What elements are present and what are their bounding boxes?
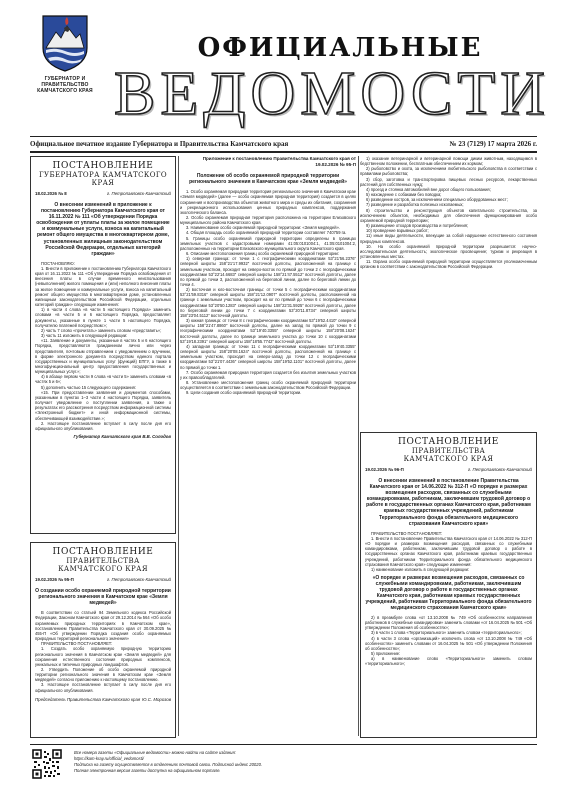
body-paragraph: 1) в части 4 слова «в части 5 настоящего Порядка» заменить словами «в части 5 и 6 настоящего Порядка, предоставляет документы, указанные в пункте 1 части 5 настоящего Порядка, получателю платежей посредством:»; (35, 307, 171, 328)
body-paragraph: 8) строительство и реконструкция объектов капитального строительства, за исключением объектов, необходимых для обеспечения функционирования особо охраняемой природной территории; (360, 207, 537, 223)
regulation-title: Положение об особо охраняемой природной территории регионального значения в Камчатском крае «Земля медведей» (189, 173, 347, 186)
body-paragraph: ПРАВИТЕЛЬСТВО ПОСТАНОВЛЯЕТ: (41, 641, 113, 647)
body-paragraph: 6. Описание местоположения границ особо охраняемой природной территории: (186, 251, 339, 257)
body-paragraph: 3) в части 1 слова «Территориального» заменить словом «территориального»; (371, 630, 522, 636)
decree-city: г. Петропавловск-Камчатский (467, 467, 532, 472)
body-paragraph: 6) разведение костров, за исключением специально оборудованных мест; (366, 197, 508, 203)
body-paragraph: 4. Общая площадь особо охраняемой природной территории составляет 740759 га. (186, 230, 347, 236)
body-paragraph: 10) проведение взрывных работ; (366, 228, 429, 234)
column-divider (178, 156, 179, 736)
body-paragraph: 3) южная граница: от точки 8 с географическими координатами 53°19′52.4410″ северной широты 158°21′47.8860″ восточной долготы, далее на запад по прямой до точки 9 с географическими координатами 53°19′40.3355″ северной широты 158°20′08.1624″ восточной долготы, далее по границе земельного участка до точки 10 с координатами 53°19′18.2391″ северной широты 158°18′55.7742″ восточной долготы. (180, 318, 356, 344)
decree-date-row (365, 467, 532, 473)
decree-body (35, 261, 171, 431)
body-paragraph: 3. Наименование особо охраняемой природной территории: «Земля медведей». (186, 225, 340, 231)
body-paragraph: 7) разведение и разработка полезных ископаемых; (366, 202, 464, 208)
newspaper-title-big: ВЕДОМОСТИ (114, 60, 550, 128)
page-footer (30, 744, 537, 784)
decree-date: 18.02.2026 № 8 (35, 191, 67, 196)
body-paragraph: «15. При предоставлении заявления и документов способами, указанными в пунктах 1–3 части 4 настоящего Порядка, заявитель получает уведомление о поступлении заявления, а также о результатах его рассмотрения посредством информационной системы «Электронный бюджет» и иной информационной системы, обеспечивающей взаимодействие.»; (35, 389, 171, 421)
decree-city: г. Петропавловск-Камчатский (106, 577, 171, 582)
body-paragraph: 2) часть 7 слово «прочитать» заменить словом «представить»; (41, 327, 162, 333)
decree-title: О создании особо охраняемой природной территории регионального значения в Камчатском крае «Земля медведей» (35, 588, 171, 607)
decree-date: 19.02.2026 № 96-П (365, 467, 404, 472)
body-paragraph: 3) сбор, заготовка и транспортировка пищевых лесных ресурсов, лекарственных растений для собственных нужд; (360, 176, 537, 187)
body-paragraph: 4) западная граница: от точки 11 с географическими координатами 53°19′40.3355″ северной широты 158°20′08.1624″ восточной долготы, расположенной на границе с земельным участком, проходит на северо-запад до точки 12 с географическими координатами 53°21′07.4436″ северной широты 158°19′52.1101″ восточной долготы, далее по прямой до точки 1. (180, 343, 356, 370)
decree-issuer: ПРАВИТЕЛЬСТВА КАМЧАТСКОГО КРАЯ (403, 447, 494, 463)
footer-rule (30, 744, 537, 745)
middle-column (180, 156, 356, 738)
footer-note: Все номера газеты «Официальные ведомости» можно найти на сайте издания: https://kam-kray.ru/official_vedomosti/ Подписка на газету осуществляется в отделениях почтовой связи. Подписной индекс 20020. Полная электронная версия газеты доступна на официальном портале. (74, 750, 263, 773)
decree-government-box-96 (360, 432, 537, 738)
publication-subtitle: Официальное печатное издание Губернатора и Правительства Камчатского края (30, 140, 289, 148)
body-paragraph: 5) нахождение с собаками без поводка; (366, 192, 442, 198)
crest-caption: ГУБЕРНАТОР И ПРАВИТЕЛЬСТВО КАМЧАТСКОГО КРАЯ (37, 76, 93, 94)
body-paragraph: 3) часть 11 изложить в следующей редакции: (41, 333, 128, 339)
quoted-new-title: «О порядке и размерах возмещения расходов, связанных со служебными командировками, работникам, заключившим трудовой договор о работе в государственных органах Камчатского края, работникам краевых государственных учреждений, работникам Территориального фонда обязательного медицинского страхования Камчатского края» (365, 575, 532, 611)
body-paragraph: 2) в преамбуле слова «от 13.10.2008 № 749 «Об особенностях направления работников в служебные командировки» заменить словами «от 16.04.2025 № 501 «Об утверждении Положения об особенностях»; (365, 615, 532, 631)
body-paragraph: 4) проезд и стоянка автомобилей вне дорог общего пользования; (366, 186, 491, 192)
body-paragraph: 11. Охрана особо охраняемой природной территории осуществляется уполномоченным органом в соответствии с законодательством Российской Федерации. (360, 259, 537, 270)
decree-signature: Губернатор Камчатского края В.В. Солодов (73, 434, 171, 439)
body-paragraph: 1) северная граница: от точки 1 с географическими координатами 53°21′56.2376″ северной широты 158°21′17.9932″ восточной долготы, расположенной на границе с земельным участком, проходит на северо-восток по прямой до точки 2 с географическими координатами 53°22′14.6683″ северной широты 158°21′47.5512″ восточной долготы, далее по прямой до точки 3, расположенной на береговой линии, далее по береговой линии до точки 4. (180, 256, 356, 287)
masthead (0, 0, 567, 162)
body-paragraph: «11. Заявление и документы, указанные в частях 5 и 6 настоящего Порядка, представляются гражданином лично или через представителя, почтовым отправлением с уведомлением о вручении, в форме электронного документа посредством единого портала государственных и муниципальных услуг (функций) ЕПГУ, а также в многофункциональный центр предоставления государственных и муниципальных услуг.»; (35, 338, 171, 375)
newspaper-title-small: ОФИЦИАЛЬНЫЕ (197, 33, 483, 63)
qr-code-icon[interactable] (32, 749, 62, 779)
header-rule-bottom (30, 151, 537, 153)
body-paragraph: 8. Установление местоположения границ особо охраняемой природной территории осуществляется в соответствии с земельным законодательством Российской Федерации. (180, 379, 356, 391)
body-paragraph: 3. Настоящее постановление вступает в силу после дня его официального опубликования. (35, 682, 171, 693)
kamchatka-crest-icon (40, 14, 90, 72)
body-paragraph: 5) приложение: (371, 651, 401, 657)
decree-heading: ПОСТАНОВЛЕНИЕ (52, 161, 154, 171)
left-column (30, 156, 176, 738)
regulation-body (180, 189, 356, 395)
body-paragraph: ПОСТАНОВЛЯЮ: (41, 260, 75, 266)
regulation-continuation (360, 156, 537, 428)
body-paragraph: 11) иные виды деятельности, влекущие за собой нарушение естественного состояния природных комплексов. (360, 233, 537, 244)
body-paragraph: 1) наименование изложить в следующей редакции: (371, 566, 469, 572)
decree-issuer: ГУБЕРНАТОРА КАМЧАТСКОГО КРАЯ (38, 171, 168, 187)
body-paragraph: 2. Утвердить Положение об особо охраняемой природной территории регионального значения в Камчатском крае «Земля медведей» согласно приложению к настоящему постановлению. (35, 667, 171, 683)
body-paragraph: 1. Внести в постановление Правительства Камчатского края от 14.06.2022 № 312-П «О порядке и размерах возмещения расходов, связанных со служебными командировками, работникам, заключившим трудовой договор о работе в государственных органах Камчатского края, работникам краевых государственных учреждений, работникам Территориального фонда обязательного медицинского страхования Камчатского края» следующие изменения: (365, 535, 532, 567)
body-paragraph: 4) в абзаце первом части 9 слова «в части 5» заменить словами «в частях 5 и 6»; (35, 374, 171, 385)
body-paragraph: 1) оказание ветеринарной и ветеринарной помощи диким животным, находящимся в бедственном положении, бесплатным обеспечением их кормом; (360, 156, 537, 167)
body-paragraph: а) в наименование слово «Территориального» заменить словом «территориального»; (365, 656, 532, 667)
body-paragraph: 4) в части 3 слова «организаций» исключить слова «от 13.10.2008 № 749 «Об особенностях» заменить словами от 16.04.2025 № 501 «Об утверждении Положения об особенностях»; (365, 635, 532, 651)
decree-heading: ПОСТАНОВЛЕНИЕ (398, 437, 499, 447)
decree-date: 19.02.2026 № 95-П (35, 577, 74, 582)
column-divider (358, 156, 359, 736)
decree-body (365, 531, 532, 572)
body-paragraph: 5) дополнить частью 15 следующего содержания: (41, 384, 136, 390)
decree-body (35, 610, 171, 693)
body-paragraph: 9. Цели создания особо охраняемой природной территории. (186, 390, 302, 396)
decree-signature-row (35, 697, 171, 703)
body-paragraph: 2) восточная и юго-восточная границы: от точки 5 с географическими координатами 53°21′59.8316″ северной широты 158°21′12.0907″ восточной долготы, расположенной на границе с земельным участком, проходит на юг по прямой до точки 6 с географическими координатами 53°20′50.1283″ северной широты 158°22′31.5925″ восточной долготы, далее по береговой линии до точки 7 с координатами 53°20′11.8734″ северной широты 158°23′04.5112″ восточной долготы. (180, 287, 356, 318)
body-paragraph: 7. Особо охраняемая природная территория создается без изъятия земельных участков у их правообладателей. (180, 369, 356, 380)
body-paragraph: В соответствии со статьей 94 Земельного кодекса Российской Федерации, Законом Камчатского края от 29.12.2014 № 564 «Об особо охраняемых природных территориях в Камчатском крае», постановлением Правительства Камчатского края от 30.09.2025 № 455-П «Об утверждении Порядка создания особо охраняемых природных территорий регионального значения» (35, 610, 171, 642)
body-paragraph: 1. Создать особо охраняемую природную территорию регионального значения в Камчатском крае «Земля медведей» для сохранения естественного состояния природных комплексов, уникальных и типичных природных ландшафтов. (35, 646, 171, 667)
decree-city: г. Петропавловск-Камчатский (106, 191, 171, 196)
decree-heading: ПОСТАНОВЛЕНИЕ (52, 547, 154, 557)
appendix-label: Приложение к постановлению Правительства Камчатского края от 19.02.2026 № 95-П (202, 156, 356, 167)
body-paragraph: 1. Внести в приложение к постановлению Губернатора Камчатского края от 16.11.2022 № 111 «Об утверждении Порядка освобождения от внесения платы в случае временного неиспользования (невыполнения) жилого помещения и (или) неполного внесения платы за жилое помещение и коммунальные услуги, взноса на капитальный ремонт общего имущества в многоквартирном доме, установленных жилищным законодательством Российской Федерации, отдельных категорий граждан» следующие изменения: (35, 266, 171, 308)
decree-title: О внесении изменений в приложение к постановлению Губернатора Камчатского края от 16.11.2022 № 111 «Об утверждении Порядка освобождения от уплаты платы за жилое помещение и коммунальные услуги, взноса на капитальный ремонт общего имущества в многоквартирном доме, установленных жилищным законодательством Российской Федерации, отдельных категорий граждан» (36, 202, 170, 257)
body-paragraph: ПРАВИТЕЛЬСТВО ПОСТАНОВЛЯЕТ: (371, 530, 443, 536)
decree-title: О внесении изменений в постановление Правительства Камчатского края от 14.06.2022 № 312-П «О порядке и размерах возмещения расходов, связанных со служебными командировками, работникам, заключившим трудовой договор о работе в государственных органах Камчатского края, работникам краевых государственных учреждений, работникам Территориального фонда обязательного медицинского страхования Камчатского края» (366, 478, 531, 527)
decree-governor-box (30, 156, 176, 534)
body-paragraph: 5. Границы особо охраняемой природной территории определены в границах земельных участков с кадастровыми номерами 41:05:0101004:1, 41:05:0101004:2, расположенных на территории Елизовского муниципального округа Камчатского края. (180, 235, 356, 251)
body-paragraph: 10. На особо охраняемой природной территории разрешается: научно-исследовательская деятельность; экологическое просвещение; туризм и рекреация в установленных местах. (360, 243, 537, 259)
issue-number-date: № 23 (7129) 17 марта 2026 г. (449, 140, 537, 148)
decree-body-end (365, 615, 532, 667)
body-paragraph: 2) рыболовство и охота, за исключением любительского рыболовства в соответствии с правилами рыболовства; (360, 166, 537, 177)
signature-name: Ю.С. Морозов (142, 696, 171, 702)
decree-date-row (35, 191, 171, 197)
decree-date-row (35, 577, 171, 583)
decree-issuer: ПРАВИТЕЛЬСТВА КАМЧАТСКОГО КРАЯ (58, 557, 148, 573)
body-paragraph: 1. Особо охраняемая природная территория регионального значения в Камчатском крае «Земля медведей» (далее — особо охраняемая природная территория) создается в целях сохранения и воспроизводства объектов животного мира и среды их обитания, сохранения и рекреационного использования ценных природных комплексов, поддержания экологического баланса. (180, 189, 356, 215)
right-column (360, 156, 537, 738)
body-paragraph: 2. Настоящее постановление вступает в силу после дня его официального опубликования. (35, 420, 171, 431)
body-paragraph: 9) размещение отходов производства и потребления; (366, 223, 469, 229)
body-paragraph: 2. Особо охраняемая природная территория расположена на территории Елизовского муниципального района Камчатского края. (180, 214, 356, 226)
decree-government-box-95 (30, 542, 176, 738)
header-rule-top (30, 136, 537, 137)
signature-role: Председатель Правительства Камчатского края (35, 696, 141, 702)
